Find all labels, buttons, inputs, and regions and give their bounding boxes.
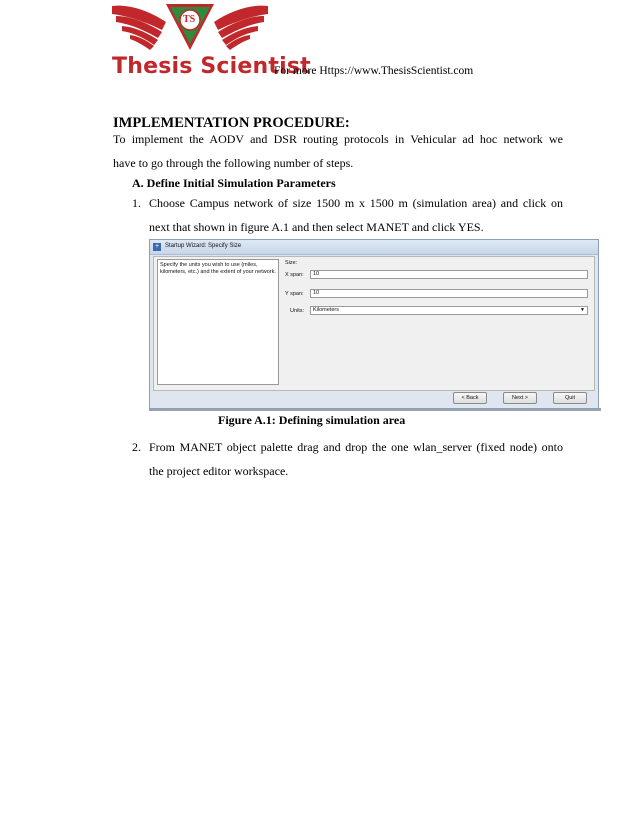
quit-button[interactable]: Quit	[553, 392, 587, 404]
step-2-text	[149, 435, 563, 483]
yspan-input[interactable]: 10	[310, 289, 588, 298]
dialog-buttons	[153, 392, 595, 406]
step-1-line-2: next that shown in figure A.1 and then select MANET and click YES.	[149, 220, 484, 234]
logo-badge: TS	[183, 14, 196, 25]
next-button[interactable]: Next >	[503, 392, 537, 404]
step-2-line-1: From MANET object palette drag and drop the one wlan_server (fixed node) onto	[149, 440, 563, 454]
units-label: Units:	[290, 308, 305, 314]
dialog-body	[153, 256, 595, 391]
dialog-help-text: Specify the units you wish to use (miles, kilometers, etc.) and the extent of your network.	[157, 259, 279, 385]
step-2-number: 2.	[132, 440, 141, 454]
dialog-titlebar	[150, 240, 598, 255]
subsection-heading: A. Define Initial Simulation Parameters	[132, 176, 336, 190]
logo-text: Thesis Scientist	[112, 54, 311, 79]
figure-caption: Figure A.1: Defining simulation area	[218, 413, 406, 427]
step-1-line-1: Choose Campus network of size 1500 m x 1500 m (simulation area) and click on	[149, 196, 563, 210]
intro-line-2: have to go through the following number of steps.	[113, 156, 354, 170]
units-value: Kilometers	[313, 307, 339, 313]
step-1-text	[149, 191, 563, 239]
back-button[interactable]: < Back	[453, 392, 487, 404]
xspan-label: X span:	[285, 272, 304, 278]
app-icon: +	[154, 243, 160, 250]
header-link[interactable]: For more Https://www.ThesisScientist.com	[274, 65, 474, 77]
yspan-label: Y span:	[285, 291, 304, 297]
chevron-down-icon[interactable]: ▼	[580, 307, 585, 313]
section-heading: IMPLEMENTATION PROCEDURE:	[113, 115, 350, 131]
step-1-number: 1.	[132, 196, 141, 210]
dialog-title: Startup Wizard: Specify Size	[165, 243, 242, 249]
logo-emblem	[108, 0, 272, 62]
figure-dialog-screenshot	[149, 239, 599, 409]
intro-line-1: To implement the AODV and DSR routing protocols in Vehicular ad hoc network we	[113, 132, 563, 146]
xspan-input[interactable]: 10	[310, 270, 588, 279]
size-label: Size:	[285, 260, 298, 266]
step-2-line-2: the project editor workspace.	[149, 464, 289, 478]
units-select[interactable]	[310, 306, 588, 315]
intro-paragraph	[113, 127, 563, 175]
